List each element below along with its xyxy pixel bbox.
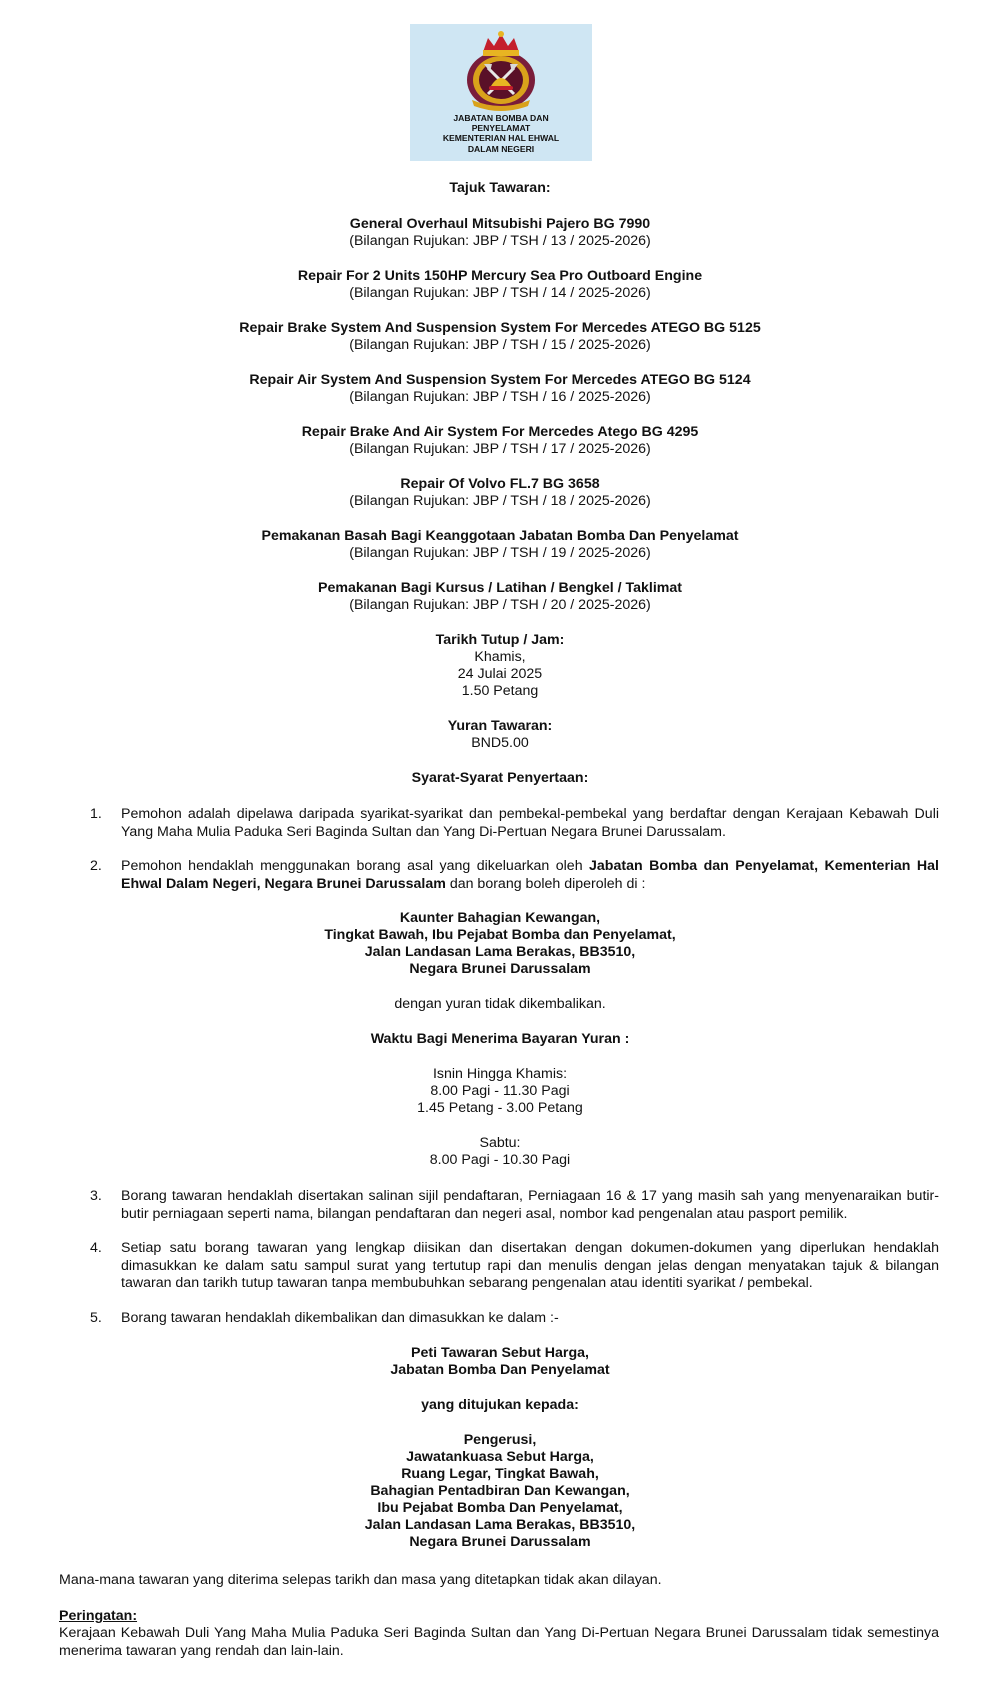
recipient-line: Negara Brunei Darussalam bbox=[409, 1534, 591, 1550]
weekday-afternoon: 1.45 Petang - 3.00 Petang bbox=[417, 1100, 583, 1116]
counter-address-line: Kaunter Bahagian Kewangan, bbox=[399, 910, 601, 926]
payment-hours-label: Waktu Bagi Menerima Bayaran Yuran : bbox=[370, 1031, 630, 1047]
tender-reference: (Bilangan Rujukan: JBP / TSH / 20 / 2025-2026) bbox=[349, 597, 651, 613]
tender-title: Repair Of Volvo FL.7 BG 3658 bbox=[400, 476, 600, 492]
item-number: 3. bbox=[90, 1188, 102, 1204]
recipient-line: Ibu Pejabat Bomba Dan Penyelamat, bbox=[377, 1500, 623, 1516]
counter-address-line: Jalan Landasan Lama Berakas, BB3510, bbox=[364, 944, 636, 960]
tender-title: Repair Air System And Suspension System For Mercedes ATEGO BG 5124 bbox=[249, 372, 751, 388]
recipient-line: Bahagian Pentadbiran Dan Kewangan, bbox=[370, 1483, 630, 1499]
department-name: Jabatan Bomba dan Penyelamat, Kementerian Hal Ehwal Dalam Negeri, Negara Brunei Darussalam bbox=[121, 858, 939, 892]
counter-address-line: Negara Brunei Darussalam bbox=[409, 961, 591, 977]
tender-heading: Tajuk Tawaran: bbox=[449, 180, 551, 196]
item-number: 5. bbox=[90, 1310, 102, 1326]
tender-reference: (Bilangan Rujukan: JBP / TSH / 14 / 2025-2026) bbox=[349, 285, 651, 301]
condition-text: Borang tawaran hendaklah dikembalikan dan dimasukkan ke dalam :- bbox=[121, 1310, 559, 1326]
fee-value: BND5.00 bbox=[471, 735, 529, 751]
tender-reference: (Bilangan Rujukan: JBP / TSH / 19 / 2025-2026) bbox=[349, 545, 651, 561]
fee-note: dengan yuran tidak dikembalikan. bbox=[394, 996, 606, 1012]
tender-reference: (Bilangan Rujukan: JBP / TSH / 16 / 2025-2026) bbox=[349, 389, 651, 405]
closing-day: Khamis, bbox=[474, 649, 526, 665]
addressed-to: yang ditujukan kepada: bbox=[421, 1397, 579, 1413]
logo-text-line: KEMENTERIAN HAL EHWAL bbox=[442, 133, 560, 144]
item-number: 1. bbox=[90, 806, 102, 822]
condition-text bbox=[121, 858, 939, 893]
saturday-label: Sabtu: bbox=[479, 1135, 521, 1151]
condition-text: Borang tawaran hendaklah disertakan salinan sijil pendaftaran, Perniagaan 16 & 17 yang masih sah yang menyenaraikan butir-butir perniagaan seperti nama, bilangan pendaftaran dan negeri asal, nombor kad pengenalan atau pasport pemilik. bbox=[121, 1188, 939, 1222]
tender-title: Repair Brake System And Suspension System For Mercedes ATEGO BG 5125 bbox=[239, 320, 761, 336]
condition-text: Setiap satu borang tawaran yang lengkap diisikan dan disertakan dengan dokumen-dokumen yang diperlukan hendaklah dimasukkan ke dalam satu sampul surat yang tertutup rapi dan menulis dengan jelas dengan menyatakan tajuk & bilangan tawaran dan tarikh tutup tawaran tanpa membubuhkan sebarang pengenalan atau identiti syarikat / pembekal. bbox=[121, 1240, 939, 1292]
recipient-line: Ruang Legar, Tingkat Bawah, bbox=[401, 1466, 599, 1482]
fire-rescue-emblem-icon bbox=[458, 30, 544, 112]
closing-label: Tarikh Tutup / Jam: bbox=[435, 632, 565, 648]
tender-title: Repair Brake And Air System For Mercedes Atego BG 4295 bbox=[301, 424, 699, 440]
closing-date: 24 Julai 2025 bbox=[457, 666, 543, 682]
warning-label: Peringatan: bbox=[59, 1608, 138, 1624]
late-submission-note: Mana-mana tawaran yang diterima selepas tarikh dan masa yang ditetapkan tidak akan dilayan. bbox=[59, 1572, 662, 1588]
tender-reference: (Bilangan Rujukan: JBP / TSH / 17 / 2025-2026) bbox=[349, 441, 651, 457]
recipient-line: Pengerusi, bbox=[463, 1432, 537, 1448]
tender-reference: (Bilangan Rujukan: JBP / TSH / 18 / 2025-2026) bbox=[349, 493, 651, 509]
item-number: 4. bbox=[90, 1240, 102, 1256]
tender-title: Repair For 2 Units 150HP Mercury Sea Pro Outboard Engine bbox=[297, 268, 703, 284]
recipient-line: Jalan Landasan Lama Berakas, BB3510, bbox=[364, 1517, 636, 1533]
tender-title: General Overhaul Mitsubishi Pajero BG 7990 bbox=[349, 216, 651, 232]
fee-label: Yuran Tawaran: bbox=[447, 718, 553, 734]
weekday-morning: 8.00 Pagi - 11.30 Pagi bbox=[430, 1083, 570, 1099]
condition-text-part: Pemohon hendaklah menggunakan borang asal yang dikeluarkan oleh bbox=[121, 858, 590, 874]
tender-reference: (Bilangan Rujukan: JBP / TSH / 13 / 2025-2026) bbox=[349, 233, 651, 249]
tender-box-line: Jabatan Bomba Dan Penyelamat bbox=[390, 1362, 610, 1378]
tender-box-line: Peti Tawaran Sebut Harga, bbox=[411, 1345, 589, 1361]
conditions-heading: Syarat-Syarat Penyertaan: bbox=[411, 770, 589, 786]
recipient-line: Jawatankuasa Sebut Harga, bbox=[406, 1449, 594, 1465]
saturday-hours: 8.00 Pagi - 10.30 Pagi bbox=[429, 1152, 571, 1168]
tender-reference: (Bilangan Rujukan: JBP / TSH / 15 / 2025-2026) bbox=[349, 337, 651, 353]
warning-text: Kerajaan Kebawah Duli Yang Maha Mulia Paduka Seri Baginda Sultan dan Yang Di-Pertuan Negara Brunei Darussalam tidak semestinya menerima tawaran yang rendah dan lain-lain. bbox=[59, 1625, 939, 1659]
tender-title: Pemakanan Basah Bagi Keanggotaan Jabatan Bomba Dan Penyelamat bbox=[261, 528, 739, 544]
logo-text-line: PENYELAMAT bbox=[471, 123, 531, 134]
logo-text-line: JABATAN BOMBA DAN bbox=[453, 113, 549, 123]
condition-text-part: dan borang boleh diperoleh di : bbox=[445, 875, 646, 892]
logo-text-line: DALAM NEGERI bbox=[467, 143, 535, 154]
tender-title: Pemakanan Bagi Kursus / Latihan / Bengkel / Taklimat bbox=[318, 580, 682, 596]
condition-text: Pemohon adalah dipelawa daripada syarikat-syarikat dan pembekal-pembekal yang berdaftar dengan Kerajaan Kebawah Duli Yang Maha Mulia Paduka Seri Baginda Sultan dan Yang Di-Pertuan Negara Brunei Darussalam. bbox=[121, 806, 939, 840]
weekday-label: Isnin Hingga Khamis: bbox=[432, 1066, 568, 1082]
item-number: 2. bbox=[90, 858, 102, 874]
department-logo bbox=[410, 24, 592, 161]
counter-address-line: Tingkat Bawah, Ibu Pejabat Bomba dan Penyelamat, bbox=[324, 927, 676, 943]
closing-time: 1.50 Petang bbox=[461, 683, 539, 699]
